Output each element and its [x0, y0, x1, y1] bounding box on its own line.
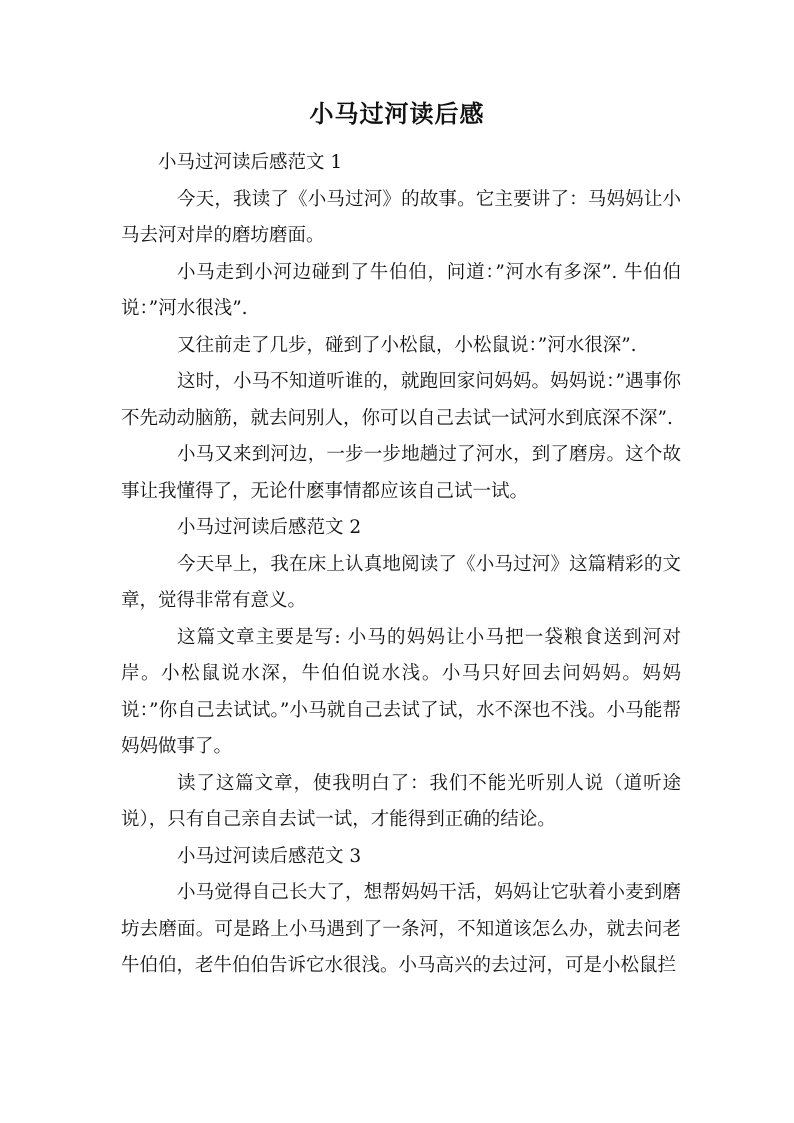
- paragraph: 小马走到小河边碰到了牛伯伯，问道：”河水有多深”. 牛伯伯说：”河水很浅”.: [121, 261, 681, 319]
- paragraph: 读了这篇文章，使我明白了：我们不能光听别人说（道听途说），只有自己亲自去试一试，才能得到正确的结论。: [121, 772, 681, 830]
- paragraph: 小马觉得自己长大了，想帮妈妈干活，妈妈让它驮着小麦到磨坊去磨面。可是路上小马遇到了一条河，不知道该怎么办，就去问老牛伯伯，老牛伯伯告诉它水很浅。小马高兴的去过河，可是小松鼠拦: [121, 882, 681, 976]
- section-heading: 小马过河读后感范文 1: [158, 152, 343, 173]
- paragraph: 这篇文章主要是写: 小马的妈妈让小马把一袋粮食送到河对岸。小松鼠说水深，牛伯伯说水浅。小马只好回去问妈妈。妈妈说：”你自己去试试。”小马就自己去试了试，水不深也不浅。小马能帮妈妈做事了。: [121, 626, 681, 757]
- document-title: 小马过河读后感: [309, 100, 485, 128]
- section-heading: 小马过河读后感范文 3: [177, 845, 362, 867]
- paragraph: 今天，我读了《小马过河》的故事。它主要讲了：马妈妈让小马去河对岸的磨坊磨面。: [121, 188, 681, 246]
- paragraph: 又往前走了几步，碰到了小松鼠，小松鼠说：”河水很深”.: [177, 334, 637, 356]
- paragraph: 小马又来到河边，一步一步地趟过了河水，到了磨房。这个故事让我懂得了，无论什麽事情都应该自己试一试。: [121, 444, 681, 502]
- section-heading: 小马过河读后感范文 2: [177, 517, 362, 538]
- paragraph: 今天早上，我在床上认真地阅读了《小马过河》这篇精彩的文章，觉得非常有意义。: [121, 553, 681, 611]
- document-body: [121, 145, 681, 985]
- paragraph: 这时，小马不知道听谁的，就跑回家问妈妈。妈妈说：”遇事你不先动动脑筋，就去问别人，你可以自己去试一试河水到底深不深”.: [121, 371, 681, 429]
